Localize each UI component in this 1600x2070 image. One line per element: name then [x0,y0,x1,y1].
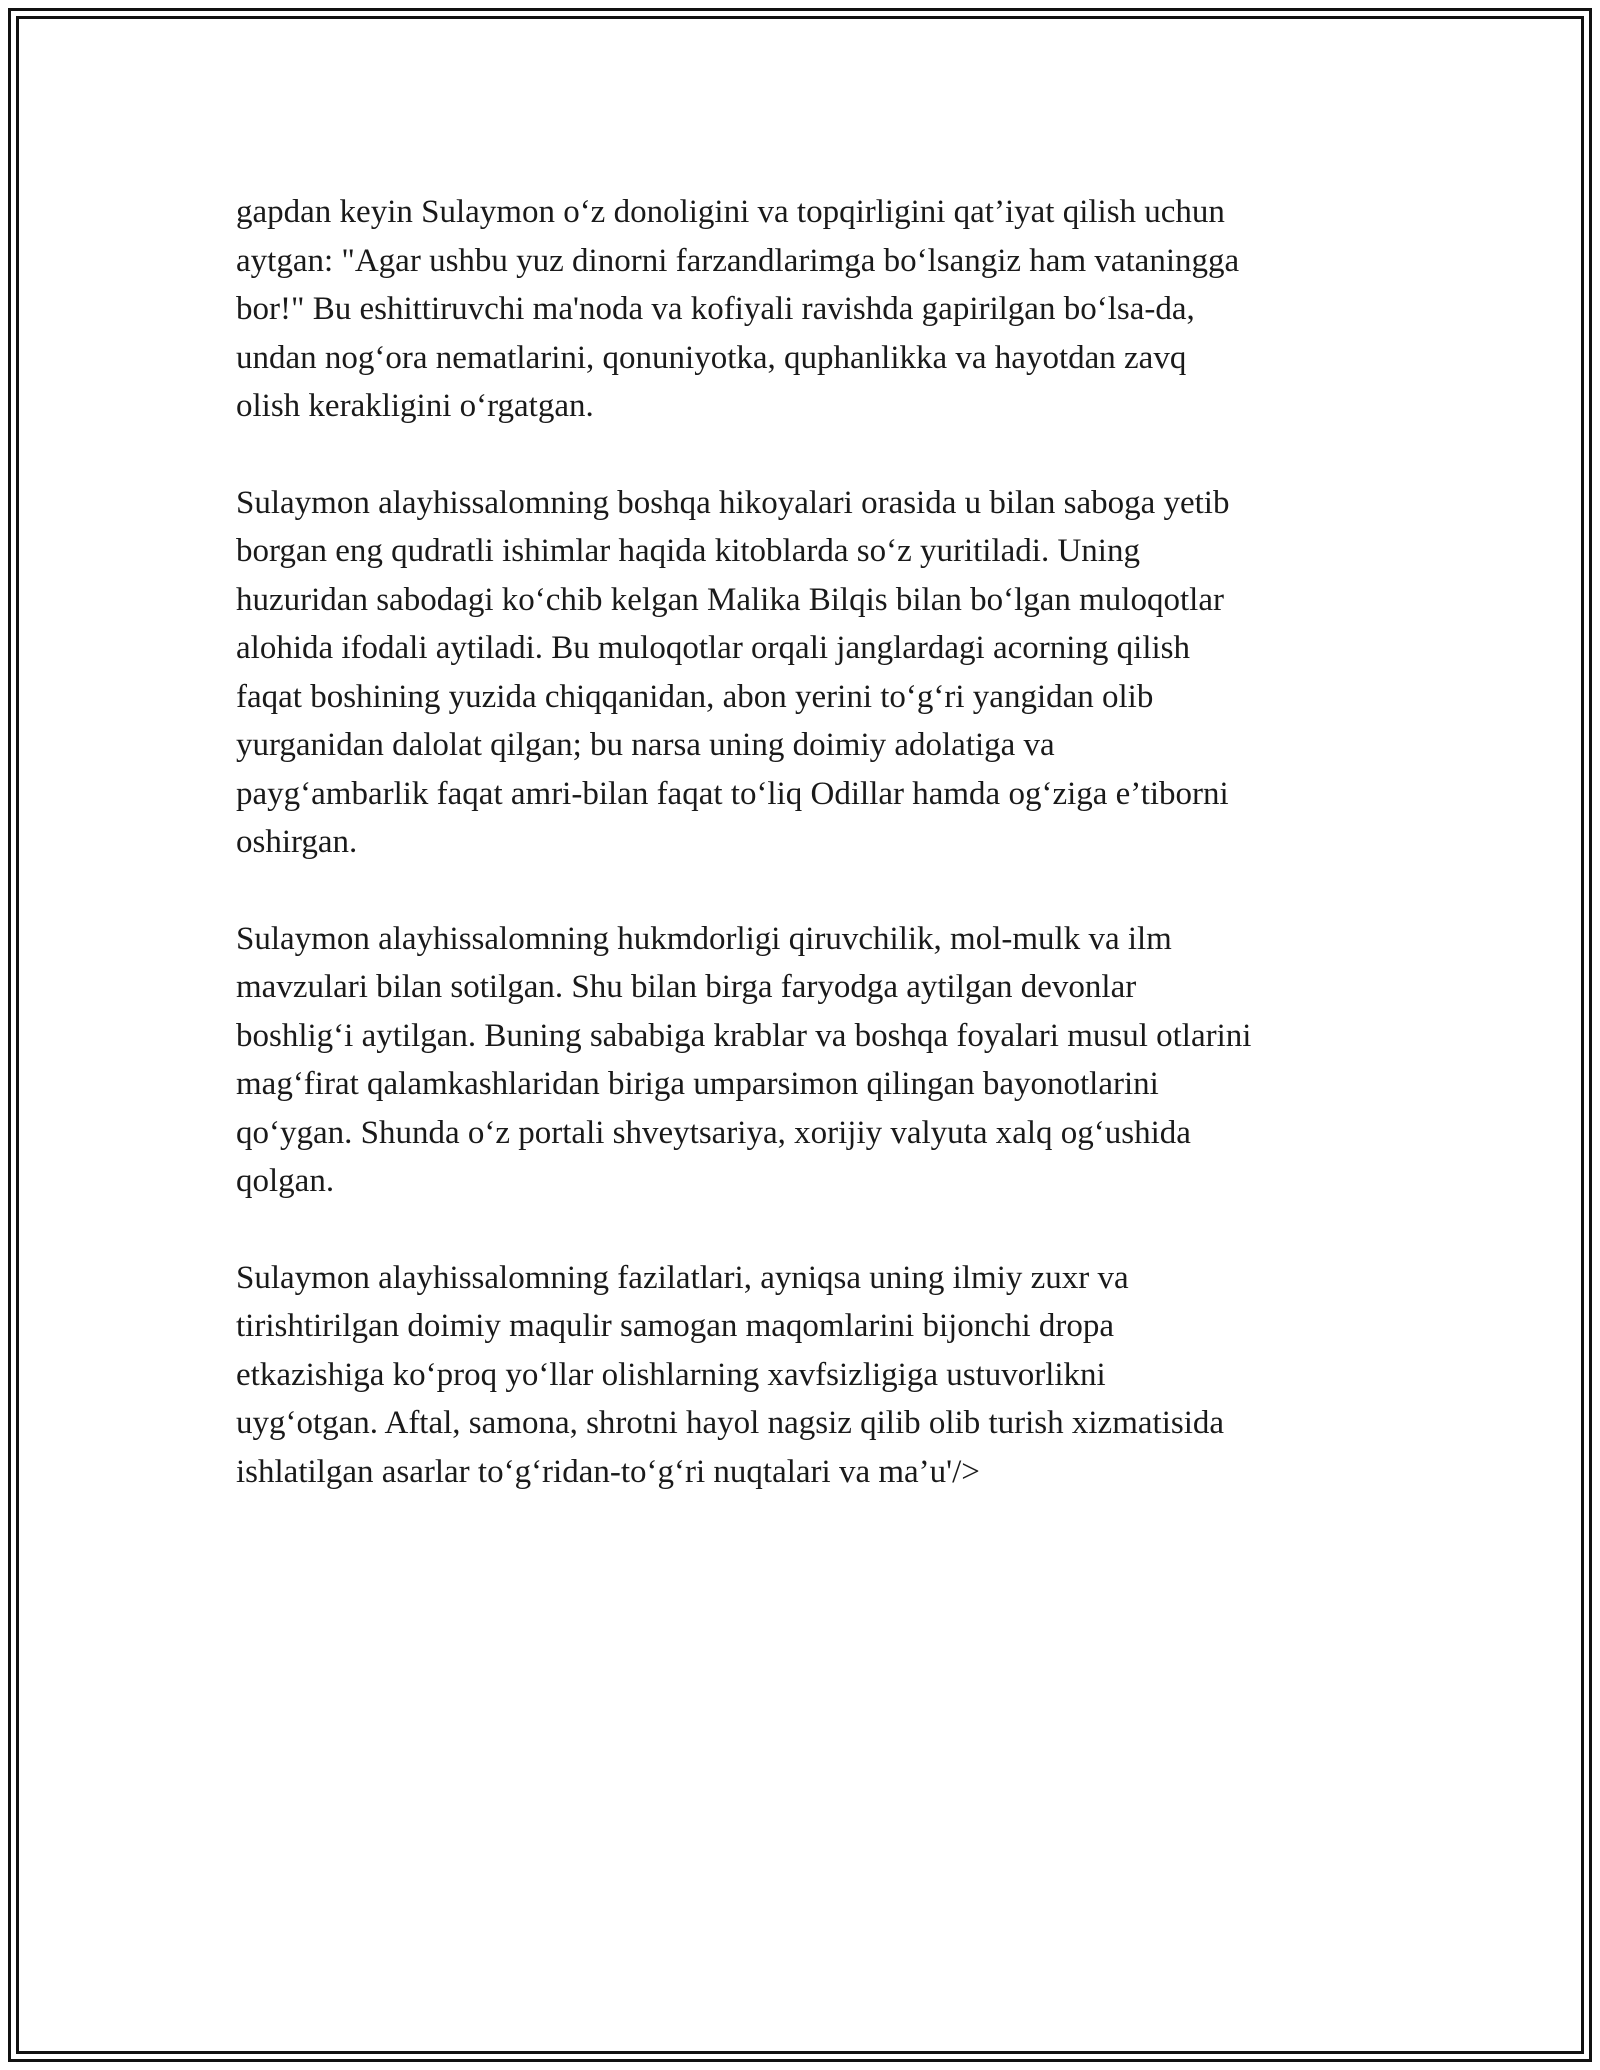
document-body [236,188,1376,1544]
paragraph-1: gapdan keyin Sulaymon o‘z donoligini va topqirligini qat’iyat qilish uchun aytgan: "Agar ushbu yuz dinorni farzandlarimga bo‘lsangiz ham vataningga bor!" Bu eshittiruvchi ma'noda va kofiyali ravishda gapirilgan bo‘lsa-da, undan nog‘ora nematlarini, qonuniyotka, quphanlikka va hayotdan zavq olish kerakligini o‘rgatgan. [236,194,1240,424]
paragraph-3: Sulaymon alayhissalomning hukmdorligi qiruvchilik, mol-mulk va ilm mavzulari bilan sotilgan. Shu bilan birga faryodga aytilgan devonlar boshlig‘i aytilgan. Buning sababiga krablar va boshqa foyalari musul otlarini mag‘firat qalamkashlaridan biriga umparsimon qilingan bayonotlarini qo‘ygan. Shunda o‘z portali shveytsariya, xorijiy valyuta xalq og‘ushida qolgan. [236,920,1252,1199]
paragraph-4: Sulaymon alayhissalomning fazilatlari, ayniqsa uning ilmiy zuxr va tirishtirilgan doimiy maqulir samogan maqomlarini bijonchi dropa etkazishiga ko‘proq yo‘llar olishlarning xavfsizligiga ustuvorlikni uyg‘otgan. Aftal, samona, shrotni hayol nagsiz qilib olib turish xizmatisida ishlatilgan asarlar to‘g‘ridan-to‘g‘ri nuqtalari va ma’u'/> [236,1259,1225,1490]
paragraph-2: Sulaymon alayhissalomning boshqa hikoyalari orasida u bilan saboga yetib borgan eng qudratli ishimlar haqida kitoblarda so‘z yuritiladi. Uning huzuridan sabodagi ko‘chib kelgan Malika Bilqis bilan bo‘lgan muloqotlar alohida ifodali aytiladi. Bu muloqotlar orqali janglardagi acorning qilish faqat boshining yuzida chiqqanidan, abon yerini to‘g‘ri yangidan olib yurganidan dalolat qilgan; bu narsa uning doimiy adolatiga va payg‘ambarlik faqat amri-bilan faqat to‘liq Odillar hamda og‘ziga e’tiborni oshirgan. [236,484,1230,860]
